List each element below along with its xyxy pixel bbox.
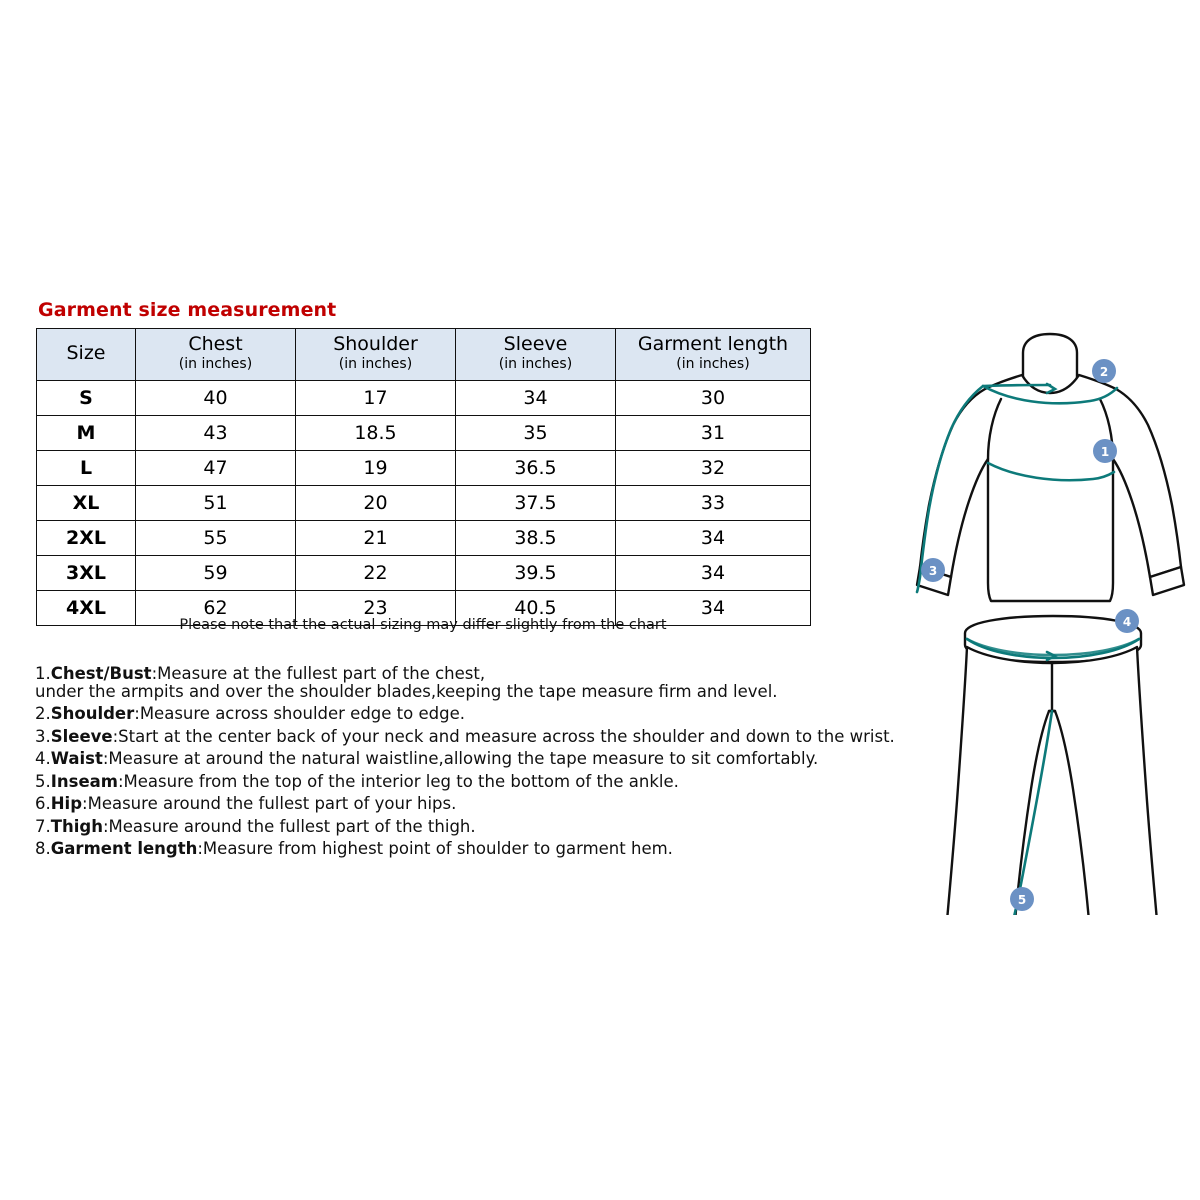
cell-garment-length: 34 [616, 591, 811, 626]
cell-garment-length: 34 [616, 521, 811, 556]
cell-sleeve: 40.5 [456, 591, 616, 626]
svg-text:1: 1 [1100, 445, 1110, 459]
cell-shoulder: 22 [296, 556, 456, 591]
cell-garment-length: 34 [616, 556, 811, 591]
instruction-label: Chest/Bust [50, 664, 152, 683]
cell-size: M [37, 416, 136, 451]
instruction-label: Inseam [50, 771, 118, 791]
cell-garment-length: 33 [616, 486, 811, 521]
cell-sleeve: 36.5 [456, 451, 616, 486]
instruction-label: Thigh [50, 816, 103, 836]
svg-text:5: 5 [1017, 893, 1027, 907]
column-header-sleeve-unit: (in inches) [498, 356, 573, 373]
instruction-item-5 [35, 771, 995, 791]
cell-chest: 40 [136, 381, 296, 416]
table-row [37, 416, 811, 451]
cell-garment-length: 30 [616, 381, 811, 416]
table-header [37, 329, 811, 381]
cell-shoulder: 19 [296, 451, 456, 486]
svg-text:3: 3 [928, 564, 938, 578]
cell-sleeve: 37.5 [456, 486, 616, 521]
cell-size: 3XL [37, 556, 136, 591]
instruction-text: :Start at the center back of your neck and measure across the shoulder and down to the wrist. [112, 726, 895, 746]
cell-size: XL [37, 486, 136, 521]
cell-chest: 59 [136, 556, 296, 591]
instruction-index: 4. [35, 749, 51, 768]
column-header-sleeve [456, 329, 616, 381]
cell-chest: 47 [136, 451, 296, 486]
instruction-item-2 [35, 706, 995, 723]
instruction-index: 1. [35, 664, 51, 683]
instruction-text: :Measure around the fullest part of the thigh. [102, 816, 476, 836]
column-header-garment-length [616, 329, 811, 381]
sizing-disclaimer-note: Please note that the actual sizing may differ slightly from the chart [179, 617, 667, 633]
instruction-item-4 [35, 751, 995, 768]
table-row [37, 556, 811, 591]
instruction-text: :Measure around the fullest part of your hips. [82, 794, 457, 813]
table-row [37, 521, 811, 556]
column-header-chest [136, 329, 296, 381]
column-header-garment-length-label: Garment length [637, 333, 789, 355]
cell-size: L [37, 451, 136, 486]
instruction-label: Garment length [50, 839, 198, 858]
table-body [37, 381, 811, 626]
jacket-illustration [917, 334, 1184, 601]
instruction-label: Hip [50, 794, 83, 813]
instruction-continuation: under the armpits and over the shoulder blades,keeping the tape measure firm and level. [35, 681, 778, 701]
cell-chest: 62 [136, 591, 296, 626]
badge-waist [1115, 609, 1139, 633]
instruction-text: :Measure across shoulder edge to edge. [134, 704, 465, 723]
measurement-instructions [35, 666, 995, 864]
instruction-label: Waist [50, 749, 103, 768]
garment-illustration [905, 315, 1195, 915]
instruction-item-1 [35, 666, 995, 700]
column-header-shoulder [296, 329, 456, 381]
cell-sleeve: 38.5 [456, 521, 616, 556]
badge-sleeve [921, 558, 945, 582]
instruction-index: 5. [35, 771, 51, 791]
instruction-text: :Measure from highest point of shoulder to garment hem. [197, 839, 673, 858]
instruction-label: Sleeve [50, 726, 113, 746]
cell-size: 2XL [37, 521, 136, 556]
cell-garment-length: 32 [616, 451, 811, 486]
instruction-item-6 [35, 796, 995, 813]
instruction-text: :Measure at around the natural waistline,allowing the tape measure to sit comfortably. [102, 749, 819, 768]
cell-sleeve: 35 [456, 416, 616, 451]
instruction-text: :Measure at the fullest part of the chest, [151, 664, 486, 683]
instruction-index: 8. [35, 839, 51, 858]
table-row [37, 451, 811, 486]
instruction-index: 3. [35, 726, 51, 746]
svg-text:2: 2 [1099, 365, 1109, 379]
cell-size: 4XL [37, 591, 136, 626]
instruction-item-3 [35, 726, 995, 746]
pants-illustration [947, 609, 1157, 915]
svg-text:4: 4 [1122, 615, 1132, 629]
cell-shoulder: 20 [296, 486, 456, 521]
instruction-index: 2. [35, 704, 51, 723]
instruction-text: :Measure from the top of the interior leg to the bottom of the ankle. [117, 771, 679, 791]
instruction-index: 7. [35, 816, 51, 836]
column-header-shoulder-label: Shoulder [333, 333, 418, 355]
cell-shoulder: 17 [296, 381, 456, 416]
cell-sleeve: 39.5 [456, 556, 616, 591]
table-row [37, 486, 811, 521]
column-header-size-label: Size [66, 342, 106, 365]
cell-size: S [37, 381, 136, 416]
instruction-index: 6. [35, 794, 51, 813]
instruction-item-7 [35, 816, 995, 836]
column-header-shoulder-unit: (in inches) [338, 356, 413, 373]
badge-inseam [1010, 887, 1034, 911]
cell-shoulder: 18.5 [296, 416, 456, 451]
instruction-item-8 [35, 841, 995, 858]
column-header-sleeve-label: Sleeve [503, 333, 568, 355]
badge-shoulder [1092, 359, 1116, 383]
cell-chest: 51 [136, 486, 296, 521]
column-header-chest-unit: (in inches) [178, 356, 253, 373]
column-header-chest-label: Chest [188, 333, 243, 355]
column-header-size [37, 329, 136, 381]
size-table [36, 328, 811, 626]
cell-shoulder: 21 [296, 521, 456, 556]
cell-chest: 55 [136, 521, 296, 556]
column-header-garment-length-unit: (in inches) [676, 356, 750, 373]
badge-chest [1093, 439, 1117, 463]
instruction-label: Shoulder [50, 704, 135, 723]
cell-shoulder: 23 [296, 591, 456, 626]
table-header-row [37, 329, 811, 381]
cell-sleeve: 34 [456, 381, 616, 416]
cell-garment-length: 31 [616, 416, 811, 451]
cell-chest: 43 [136, 416, 296, 451]
size-table-container [36, 328, 810, 626]
table-row [37, 381, 811, 416]
page-title: Garment size measurement [38, 299, 337, 321]
